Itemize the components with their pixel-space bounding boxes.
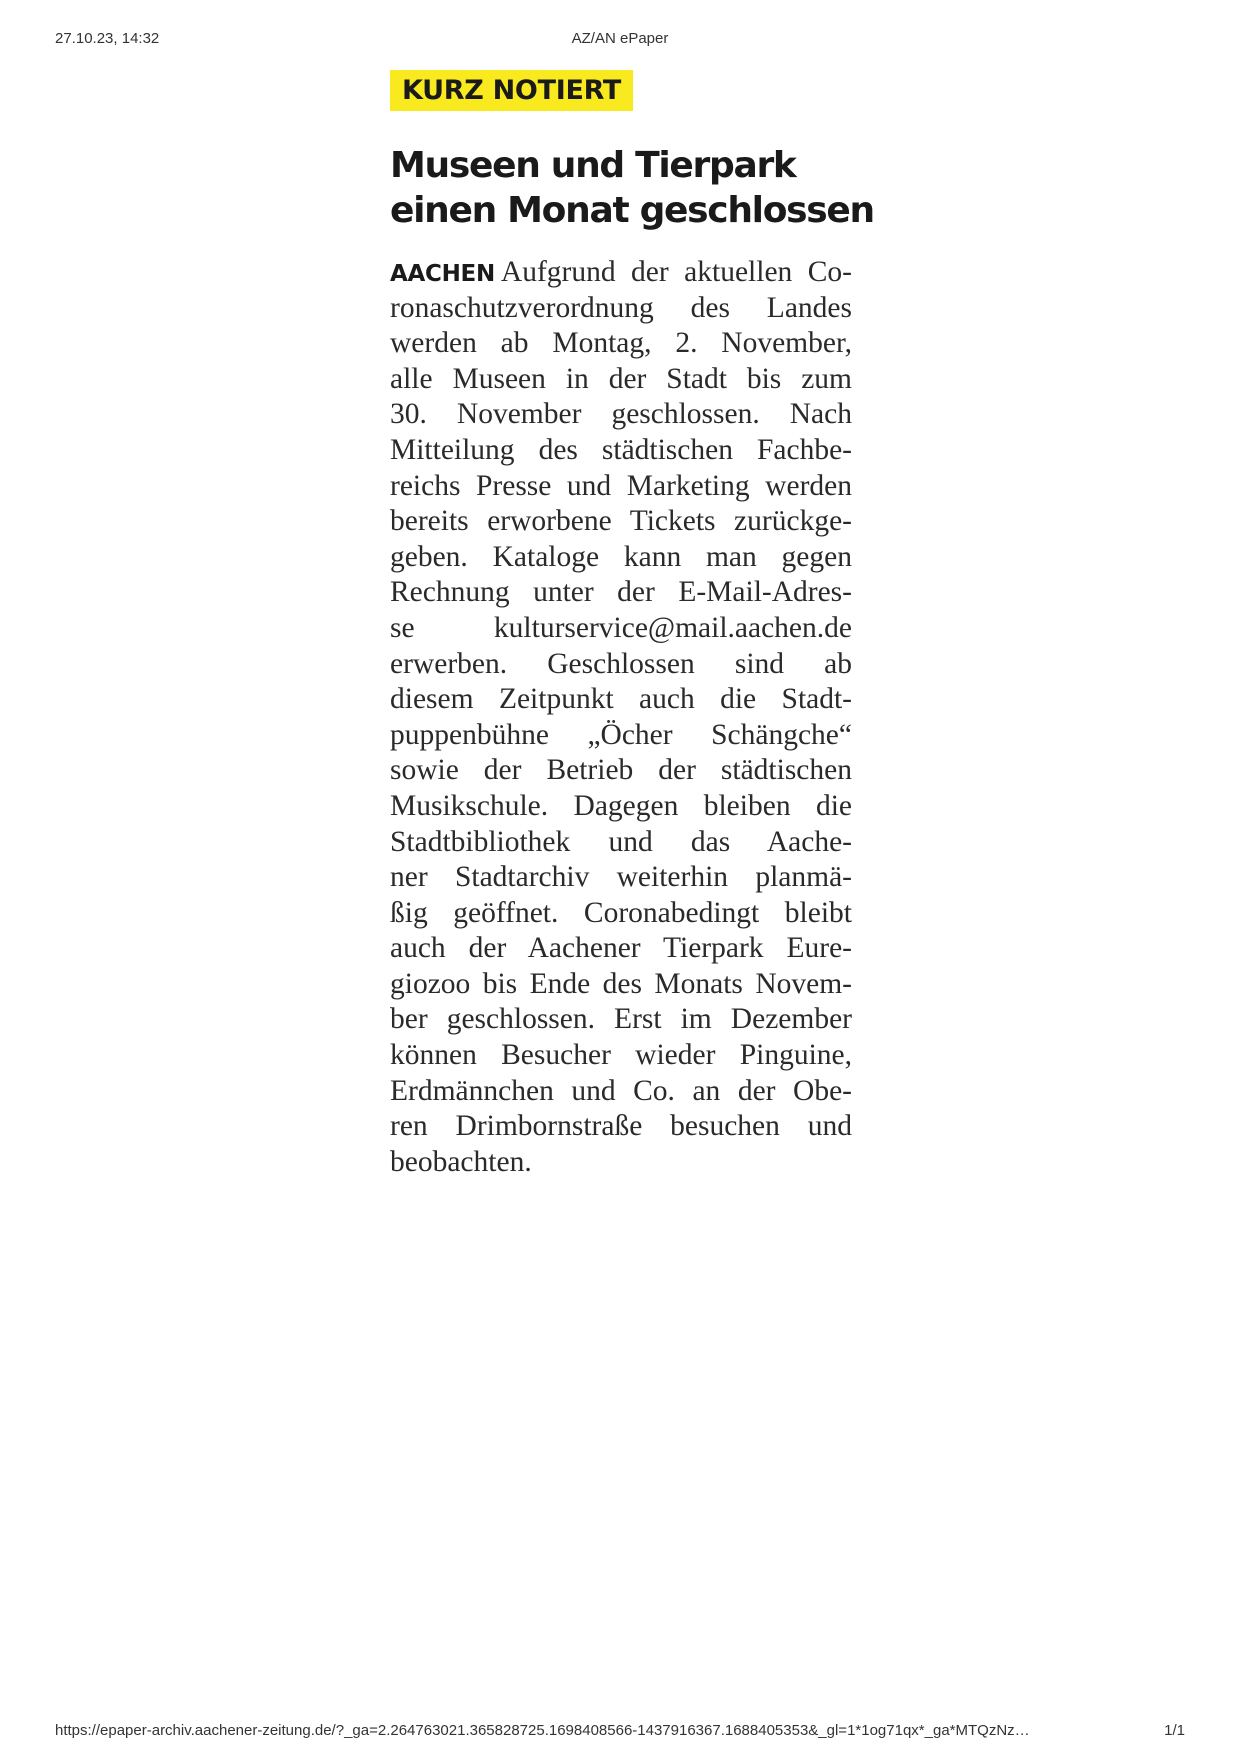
print-header: [0, 30, 1240, 50]
body-line: erwerben. Geschlossen sind ab: [390, 647, 852, 680]
body-line: puppenbühne „Öcher Schängche“: [390, 718, 852, 751]
body-line-text: Aufgrund der aktuellen Co-: [500, 256, 852, 288]
body-line: beobachten.: [390, 1145, 532, 1178]
article-headline: [390, 143, 874, 233]
body-line: Stadtbibliothek und das Aache-: [390, 825, 852, 858]
print-footer: [0, 1722, 1240, 1742]
body-line: giozoo bis Ende des Monats Novem-: [390, 967, 852, 1000]
print-datetime: 27.10.23, 14:32: [55, 30, 160, 47]
body-line: diesem Zeitpunkt auch die Stadt-: [390, 683, 852, 716]
body-line: ner Stadtarchiv weiterhin planmä-: [390, 861, 852, 894]
article-body: [390, 255, 852, 1180]
body-line: können Besucher wieder Pinguine,: [390, 1039, 852, 1072]
body-line: reichs Presse und Marketing werden: [390, 469, 852, 502]
body-line: Musikschule. Dagegen bleiben die: [390, 789, 852, 822]
body-line: [390, 255, 852, 291]
body-line: 30. November geschlossen. Nach: [390, 398, 852, 431]
page-count: 1/1: [1164, 1722, 1185, 1739]
print-page-title: AZ/AN ePaper: [571, 30, 669, 47]
body-line: ren Drimbornstraße besuchen und: [390, 1110, 852, 1143]
headline-line: einen Monat geschlossen: [390, 190, 874, 231]
body-line: sowie der Betrieb der städtischen: [390, 754, 852, 787]
body-line: ronaschutzverordnung des Landes: [390, 291, 852, 324]
headline-line: Museen und Tierpark: [390, 145, 796, 186]
article-dateline: AACHEN: [390, 261, 495, 287]
body-line: ßig geöffnet. Coronabedingt bleibt: [390, 896, 852, 929]
body-line: geben. Kataloge kann man gegen: [390, 540, 852, 573]
source-url: https://epaper-archiv.aachener-zeitung.de/?_ga=2.264763021.365828725.1698408566-1437916367.1688405353&_gl=1*1og71qx*_ga*MTQzNz…: [55, 1722, 1030, 1739]
article: [390, 70, 874, 1180]
body-line: Mitteilung des städtischen Fachbe-: [390, 433, 852, 466]
body-line: alle Museen in der Stadt bis zum: [390, 362, 852, 395]
body-line: auch der Aachener Tierpark Eure-: [390, 932, 852, 965]
body-line: Erdmännchen und Co. an der Obe-: [390, 1074, 852, 1107]
body-line: Rechnung unter der E-Mail-Adres-: [390, 576, 852, 609]
body-line: werden ab Montag, 2. November,: [390, 327, 852, 360]
body-line: ber geschlossen. Erst im Dezember: [390, 1003, 852, 1036]
body-line: bereits erworbene Tickets zurückge-: [390, 505, 852, 538]
body-line: se kulturservice@mail.aachen.de: [390, 611, 852, 644]
article-kicker: KURZ NOTIERT: [390, 70, 633, 111]
